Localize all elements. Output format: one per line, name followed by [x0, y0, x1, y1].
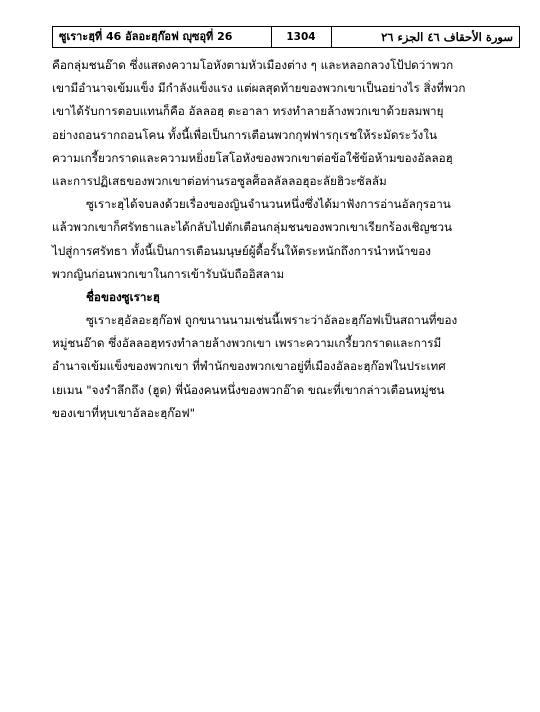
surah-title-thai: ซูเราะฮฺที่ 46 อัลอะฮฺก๊อฟ ญุซอุที่ 26 — [59, 30, 233, 43]
text-line: อย่างถอนรากถอนโคน ทั้งนี้เพื่อเป็นการเตือนพวกกุฟฟารกุเรชให้ระมัดระวังใน — [52, 127, 437, 142]
text-line: ของเขาที่หุบเขาอัลอะฮฺก๊อฟ" — [52, 405, 195, 420]
header-divider — [331, 27, 332, 47]
body-text — [52, 54, 520, 425]
page-header — [52, 26, 520, 48]
text-line: เขามีอำนาจเข้มแข็ง มีกำลังแข็งแรง แต่ผลสุดท้ายของพวกเขาเป็นอย่างไร สิ่งที่พวก — [52, 81, 466, 96]
text-line: อำนาจเข้มแข็งของพวกเขา ที่พำนักของพวกเขาอยู่ที่เมืองอัลอะฮฺก๊อฟในประเทศ — [52, 359, 446, 374]
surah-title-arabic: سورة الأحقاف ٤٦ الجزء ٢٦ — [381, 30, 513, 44]
text-line: คือกลุ่มชนอ๊าด ซึ่งแสดงความโอหังตามหัวเมืองต่าง ๆ และหลอกลวงโป้ปดว่าพวก — [52, 58, 454, 72]
page-number: 1304 — [286, 31, 316, 43]
section-heading: ชื่อของซูเราะฮฺ — [86, 289, 160, 304]
text-line: ความเกรี้ยวกราดและความหยิ่งยโสโอหังของพวกเขาต่อข้อใช้ข้อห้ามของอัลลอฮฺ — [52, 150, 453, 165]
text-line: ซูเราะฮฺได้จบลงด้วยเรื่องของญินจำนวนหนึ่งซึ่งได้มาฟังการอ่านอัลกุรอาน — [86, 197, 451, 212]
text-line: เยเมน "จงรำลึกถึง (ฮูด) พี่น้องคนหนึ่งของพวกอ๊าด ขณะที่เขากล่าวเตือนหมู่ชน — [52, 382, 445, 397]
text-line: แล้วพวกเขาก็ศรัทธาและได้กลับไปตักเตือนกลุ่มชนของพวกเขาเรียกร้องเชิญชวน — [52, 220, 453, 235]
text-line: ไปสู่การศรัทธา ทั้งนี้เป็นการเตือนมนุษย์ผู้ดื้อรั้นให้ตระหนักถึงการนำหน้าของ — [52, 243, 431, 258]
text-line: พวกญินก่อนพวกเขาในการเข้ารับนับถืออิสลาม — [52, 266, 285, 281]
text-line: และการปฏิเสธของพวกเขาต่อท่านรอซูลศ็อลลัลลอฮุอะลัยฮิวะซัลลัม — [52, 173, 387, 188]
text-line: ซูเราะฮฺอัลอะฮฺก๊อฟ ถูกขนานนามเช่นนี้เพราะว่าอัลอะฮฺก๊อฟเป็นสถานที่ของ — [86, 313, 458, 328]
text-line: เขาได้รับการตอบแทนก็คือ อัลลอฮฺ ตะอาลา ทรงทำลายล้างพวกเขาด้วยลมพายุ — [52, 104, 444, 119]
text-line: หมู่ชนอ๊าด ซึ่งอัลลอฮฺทรงทำลายล้างพวกเขา เพราะความเกรี้ยวกราดและการมี — [52, 336, 442, 351]
